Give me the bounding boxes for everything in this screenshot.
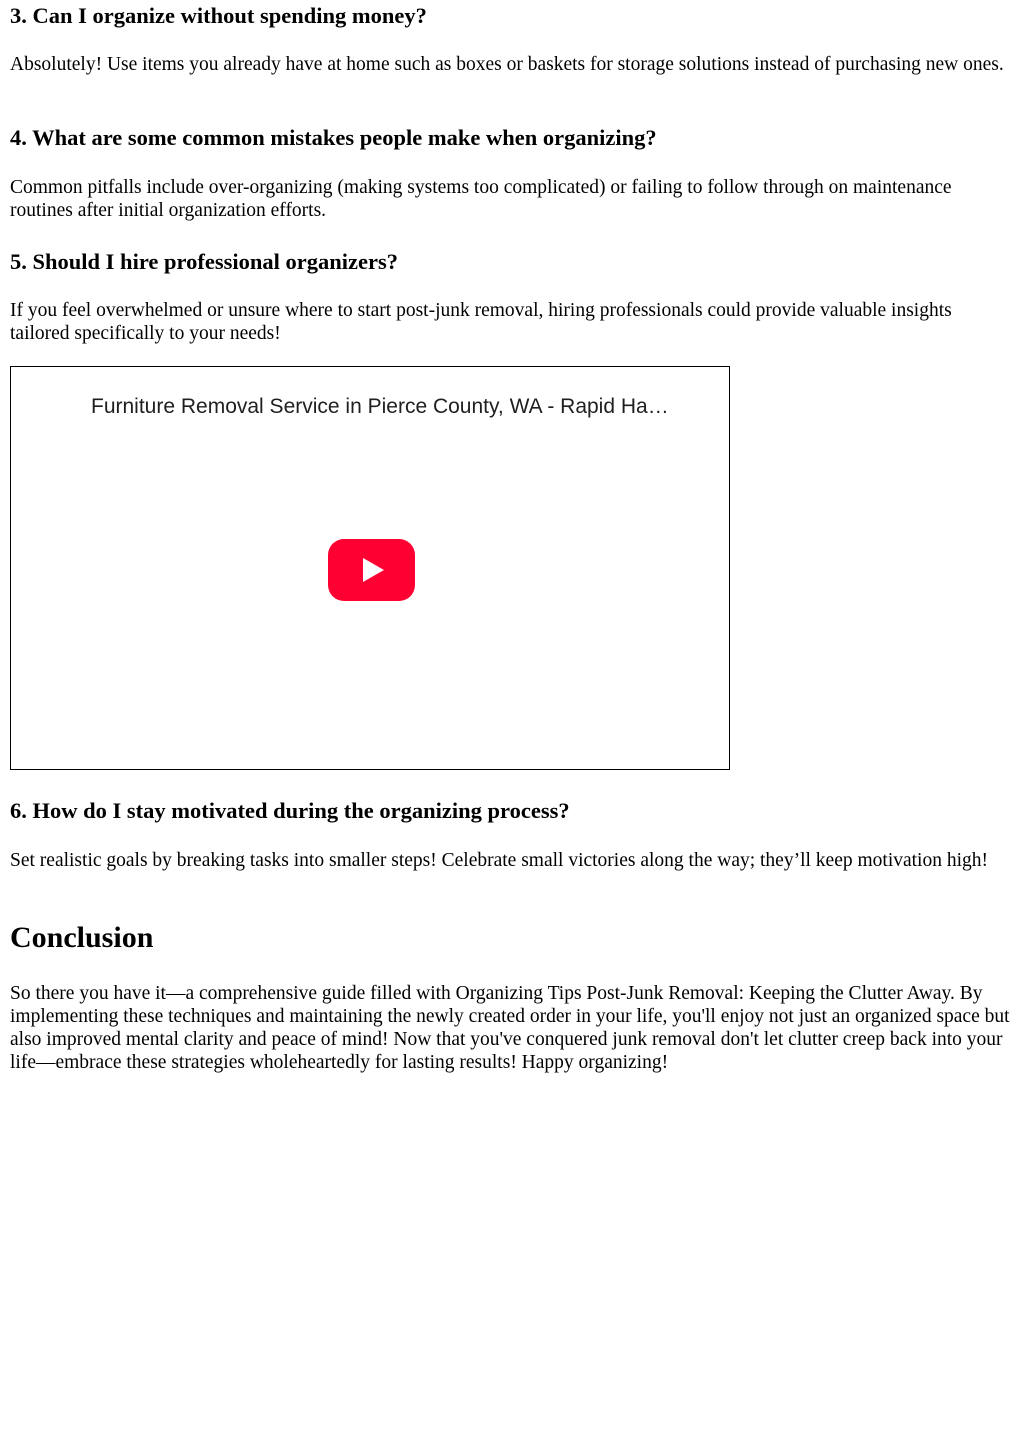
video-embed[interactable] (10, 366, 730, 770)
video-title[interactable]: Furniture Removal Service in Pierce County, WA - Rapid Ha… (91, 395, 669, 418)
faq-question-4: 4. What are some common mistakes people make when organizing? (10, 125, 657, 150)
play-button[interactable] (328, 539, 415, 601)
faq-answer-3: Absolutely! Use items you already have at home such as boxes or baskets for storage solutions instead of purchasing new ones. (10, 54, 1004, 75)
conclusion-heading: Conclusion (10, 921, 154, 954)
play-icon (328, 539, 415, 601)
faq-question-5: 5. Should I hire professional organizers? (10, 249, 398, 274)
conclusion-body: So there you have it—a comprehensive guide filled with Organizing Tips Post-Junk Removal: Keeping the Clutter Away. By implementing these techniques and maintaining the newly created order in your life, you'll enjoy not just an organized space but also improved mental clarity and peace of mind! Now that you've conquered junk removal don't let clutter creep back into your life—embrace these strategies wholeheartedly for lasting results! Happy organizing! (10, 983, 1010, 1073)
faq-answer-6: Set realistic goals by breaking tasks into smaller steps! Celebrate small victories along the way; they’ll keep motivation high! (10, 850, 989, 871)
faq-question-6: 6. How do I stay motivated during the organizing process? (10, 798, 570, 823)
faq-answer-4: Common pitfalls include over-organizing (making systems too complicated) or failing to follow through on maintenance routines after initial organization efforts. (10, 177, 952, 221)
faq-answer-5: If you feel overwhelmed or unsure where to start post-junk removal, hiring professionals could provide valuable insights tailored specifically to your needs! (10, 300, 952, 344)
faq-question-3: 3. Can I organize without spending money? (10, 3, 427, 28)
